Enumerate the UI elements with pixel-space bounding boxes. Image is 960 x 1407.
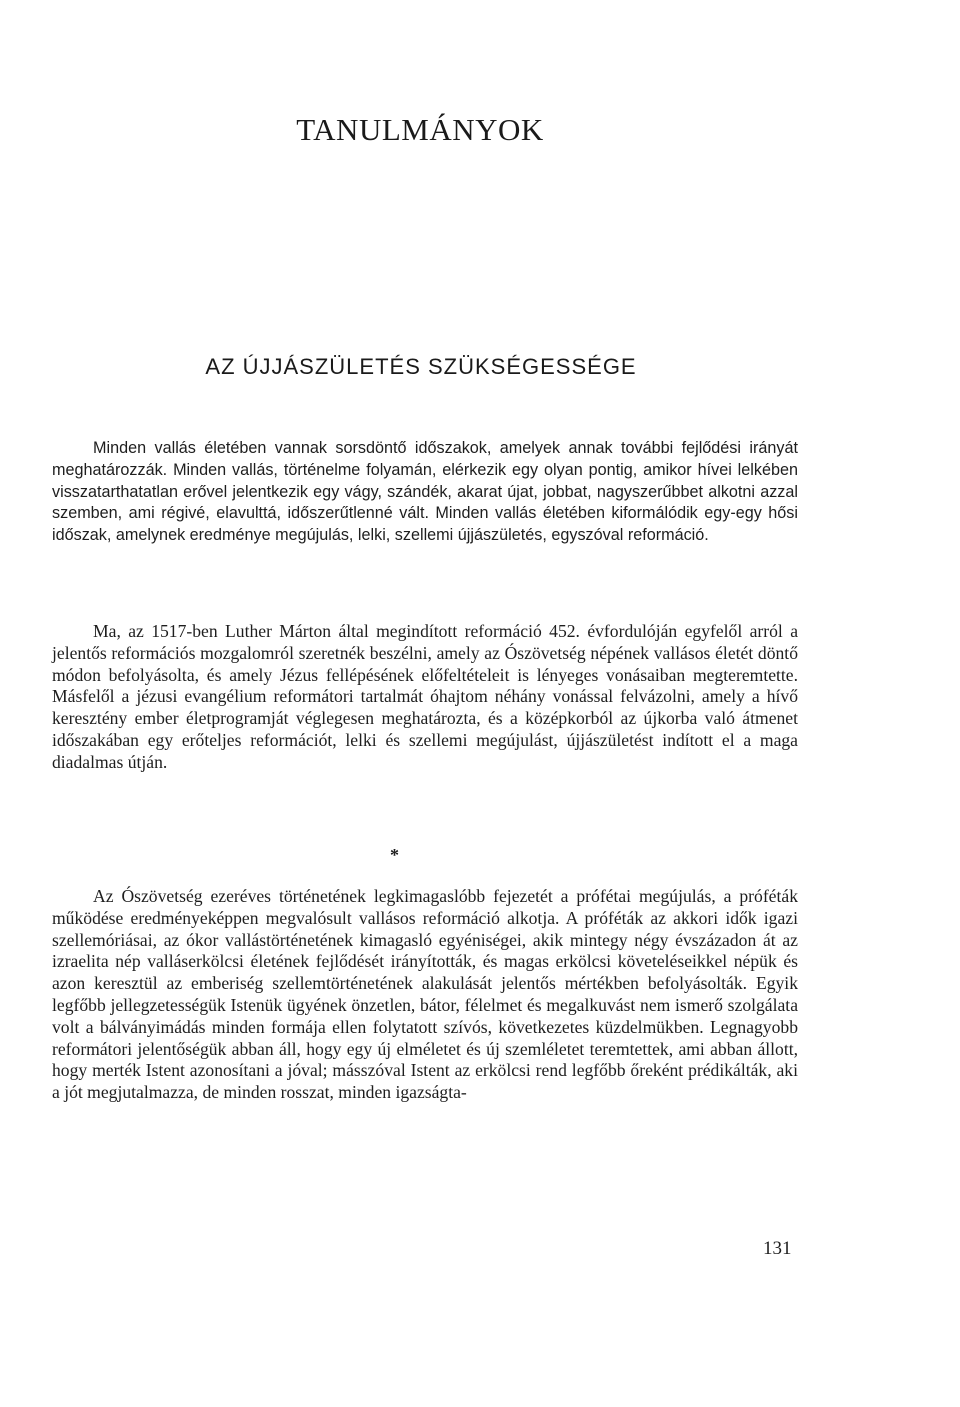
section-separator: * [390, 845, 399, 865]
article-title: AZ ÚJJÁSZÜLETÉS SZÜKSÉGESSÉGE [205, 354, 637, 379]
paragraph-2: Ma, az 1517-ben Luther Márton által megindított reformáció 452. évfordulóján egyfelől arról a jelentős reformációs mozgalomról szeretnék beszélni, amely az Ószövetség népének vallásos életét döntő módon befolyásolta, és amely Jézus fellépésének előfeltételeit is lényeges vonásaiban megteremtette. Másfelől a jézusi evangélium reformátori tartalmát óhajtom néhány vonással felvázolni, amely a hívő keresztény ember életprogramját véglegesen meghatározta, és a középkorból az újkorba való átmenet időszakában egy erőteljes reformációt, lelki és szellemi megújulást, újjászületést indított el a maga diadalmas útján. [52, 621, 798, 772]
paragraph-1: Minden vallás életében vannak sorsdöntő időszakok, amelyek annak további fejlődési irányát meghatározzák. Minden vallás, történelme folyamán, elérkezik egy olyan pontig, amikor hívei lelkében visszatarthatatlan erővel jelentkezik egy vágy, szándék, akarat újat, jobbat, nagyszerűbbet alkotni azzal szemben, ami régivé, elavulttá, időszerűtlenné vált. Minden vallás életében kiformálódik egy-egy hősi időszak, amelynek eredménye megújulás, lelki, szellemi újjászületés, egyszóval reformáció. [52, 439, 798, 545]
section-title: TANULMÁNYOK [296, 112, 544, 147]
page-number: 131 [763, 1238, 792, 1259]
paragraph-3: Az Ószövetség ezeréves történetének legkimagaslóbb fejezetét a prófétai megújulás, a próféták működése eredményeképpen megvalósult vallásos reformáció alkotja. A próféták az akkori idők igazi szellemóriásai, az ókor vallástörténetének kimagasló egyéniségei, akik mintegy négy évszázadon át az izraelita nép valláserkölcsi életének fejlődését irányították, és magas erkölcsi követeléseikkel népük és azon keresztül az emberiség szellemtörténetének alakulását jelentős mértékben befolyásolták. Egyik legfőbb jellegzetességük Istenük ügyének önzetlen, bátor, félelmet és megalkuvást nem ismerő szolgálata volt a bálványimádás minden formája ellen folytatott szívós, következetes küzdelmükben. Legnagyobb reformátori jelentőségük abban áll, hogy egy új elméletet és új szemléletet teremtettek, ami abban állott, hogy merték Istent azonosítani a jóval; másszóval Istent az erkölcsi rend legfőbb őreként prédikálták, aki a jót megjutalmazza, de minden rosszat, minden igazságta- [52, 886, 798, 1103]
